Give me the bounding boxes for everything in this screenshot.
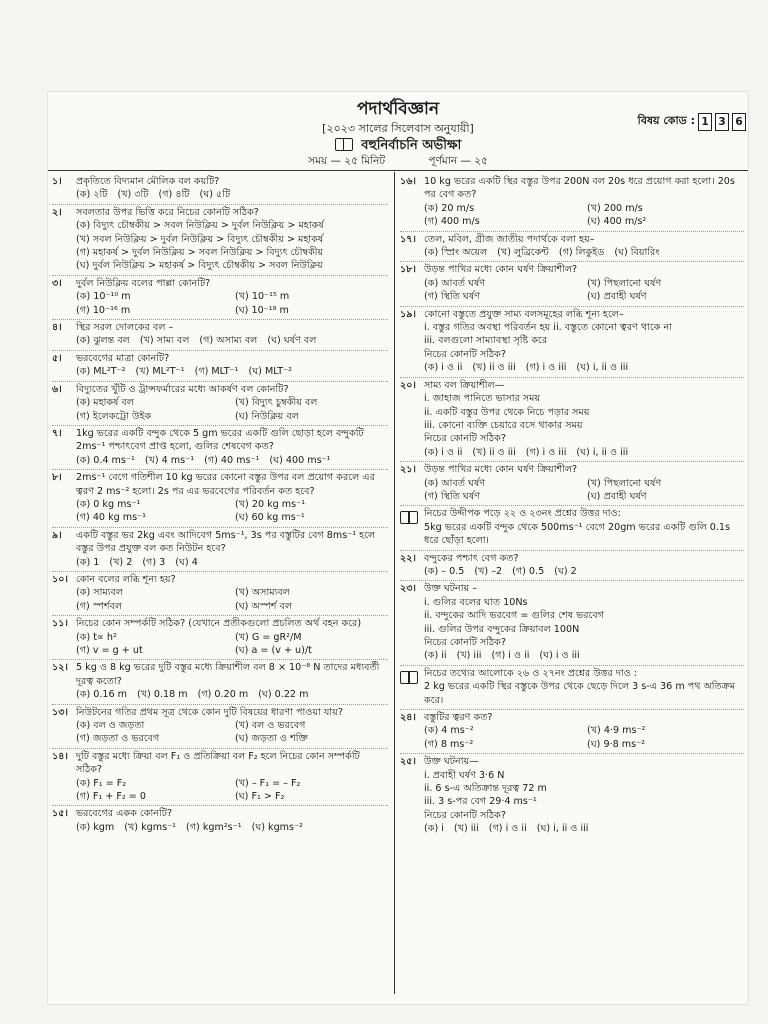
option: (ঘ) বিয়ারিং bbox=[614, 247, 660, 259]
question-number: ৯। bbox=[52, 529, 62, 541]
options bbox=[424, 822, 744, 835]
left-column bbox=[52, 174, 388, 996]
time-and-marks bbox=[48, 154, 748, 171]
question bbox=[52, 749, 388, 807]
option: (গ) 0.20 m bbox=[197, 689, 249, 701]
question-body bbox=[424, 379, 744, 459]
question-number: ৭। bbox=[52, 427, 62, 439]
option: (ক) 0.4 ms⁻¹ bbox=[76, 454, 135, 466]
question-prompt: নিচের কোনটি সঠিক? bbox=[424, 433, 506, 445]
options bbox=[76, 454, 388, 467]
question bbox=[400, 710, 744, 754]
option: (ক) ML²T⁻² bbox=[76, 366, 126, 378]
question bbox=[400, 174, 744, 232]
question-text: কোন বলের লব্ধি শূন্য হয়? bbox=[76, 573, 176, 585]
book-icon bbox=[400, 671, 418, 684]
question-number: ২৩। bbox=[400, 583, 416, 595]
question bbox=[52, 351, 388, 382]
option: (গ) MLT⁻¹ bbox=[194, 366, 239, 378]
question bbox=[52, 320, 388, 351]
option: (ক) 10⁻¹⁰ m bbox=[76, 291, 131, 303]
option: (ঘ) F₁ > F₂ bbox=[235, 791, 285, 803]
option: (খ) –2 bbox=[474, 565, 503, 577]
options bbox=[424, 246, 744, 259]
question-number: ২৫। bbox=[400, 756, 416, 768]
options bbox=[76, 586, 388, 613]
option: (খ) অসাম্যবল bbox=[235, 587, 290, 599]
options bbox=[76, 631, 388, 658]
statement: ii. 6 s-এ অতিক্রান্ত দূরত্ব 72 m bbox=[424, 783, 547, 795]
option: (গ) স্থিতি ঘর্ষণ bbox=[424, 490, 480, 502]
question-body bbox=[424, 552, 744, 579]
option: (খ) kgms⁻¹ bbox=[124, 821, 176, 833]
passage-text: 5kg ভরের একটি বন্দুক থেকে 500ms⁻¹ বেগে 20gm ভরের একটি গুলি 0.1s ধরে ছোঁড়া হলো। bbox=[424, 521, 731, 547]
statement: iii. বলগুলো সাম্যাবস্থা সৃষ্টি করে bbox=[424, 335, 548, 347]
option: (ক) kgm bbox=[76, 821, 115, 833]
option: (গ) F₁ + F₂ = 0 bbox=[76, 791, 146, 803]
options bbox=[76, 821, 388, 834]
question-body bbox=[424, 308, 744, 375]
question-text: স্থির সরল দোলকের বল – bbox=[76, 322, 174, 334]
statement: iii. গুলির উপর বন্দুকের ক্রিয়াবল 100N bbox=[424, 623, 580, 635]
question-body bbox=[424, 263, 744, 303]
question-text: 5 kg ও 8 kg ভরের দুটি বস্তুর মধ্যে ক্রিয়াশীল বল 8 × 10⁻⁸ N তাদের মধ্যবর্তী দূরত্ব কতো? bbox=[76, 662, 380, 687]
question-text: ভরবেগের মাত্রা কোনটি? bbox=[76, 352, 170, 364]
statement: iii. কোনো ব্যক্তি চেয়ারে বসে থাকার সময় bbox=[424, 419, 583, 431]
options bbox=[424, 649, 744, 662]
option: (গ) 3 bbox=[142, 556, 166, 568]
option: (গ) kgm²s⁻¹ bbox=[186, 821, 242, 833]
question-body bbox=[76, 175, 388, 202]
option: (খ) ML²T⁻¹ bbox=[135, 366, 185, 378]
option: (ক) ২টি bbox=[76, 189, 108, 201]
question-text: একটি বস্তুর ভর 2kg এবং আদিবেগ 5ms⁻¹, 3s পর বস্তুটির বেগ 8ms⁻¹ হলে বস্তুর উপর প্রযুক্ত বল কত নিউটন হবে? bbox=[76, 529, 376, 555]
option: (খ) 0.18 m bbox=[137, 689, 188, 701]
time-label: সময় — ২৫ মিনিট bbox=[308, 155, 386, 167]
options bbox=[76, 219, 388, 273]
option: (ক) বিদ্যুৎ চৌম্বকীয় > সবল নিউক্লিয় > দুর্বল নিউক্লিয় > মহাকর্ষ bbox=[76, 220, 324, 232]
option: (ক) 0 kg ms⁻¹ bbox=[76, 498, 141, 510]
option: (খ) 4 ms⁻¹ bbox=[144, 454, 195, 466]
option: (ঘ) i, ii ও iii bbox=[536, 823, 589, 835]
question-number: ১৮। bbox=[400, 264, 416, 276]
passage-block bbox=[400, 666, 744, 710]
question-number: ২। bbox=[52, 206, 62, 218]
option: (গ) জড়তা ও ভরবেগ bbox=[76, 733, 160, 745]
option: (গ) স্পর্শবল bbox=[76, 600, 122, 612]
exam-type-label: বহুনির্বাচনি অভীক্ষা bbox=[361, 138, 462, 153]
question-body bbox=[424, 175, 744, 229]
option: (গ) i ও iii bbox=[525, 362, 567, 374]
option: (খ) ৩টি bbox=[117, 189, 149, 201]
question-body bbox=[424, 711, 744, 751]
options bbox=[76, 719, 388, 746]
question-text: দুটি বস্তুর মধ্যে ক্রিয়া বল F₁ ও প্রতিক্রিয়া বল F₂ হলে নিচের কোন সম্পর্কটি সঠিক? bbox=[76, 750, 360, 776]
question-body bbox=[76, 206, 388, 273]
question-body bbox=[76, 352, 388, 379]
option: (ক) বল ও জড়তা bbox=[76, 720, 145, 732]
option: (ক) i ও ii bbox=[424, 446, 463, 458]
question-prompt: নিচের কোনটি সঠিক? bbox=[424, 637, 506, 648]
options bbox=[424, 477, 744, 504]
question-body bbox=[76, 383, 388, 423]
option: (ঘ) 60 kg ms⁻¹ bbox=[235, 512, 305, 524]
option: (গ) লিকুইড bbox=[558, 247, 605, 259]
option: (ক) t∝ h² bbox=[76, 631, 117, 643]
question-body bbox=[424, 582, 744, 662]
question-number: ২৪। bbox=[400, 712, 416, 724]
question-body bbox=[76, 321, 388, 348]
option: (ঘ) i, ii ও iii bbox=[576, 362, 629, 374]
statement: ii. একটি বস্তুর উপর থেকে নিচে পড়ার সময় bbox=[424, 406, 590, 418]
question-body bbox=[76, 617, 388, 657]
option: (গ) ইলেকট্রো উইক bbox=[76, 410, 152, 422]
question-number: ১০। bbox=[52, 573, 68, 585]
question-text: বস্তুটির ত্বরণ কত? bbox=[424, 712, 493, 724]
question-number: ১৩। bbox=[52, 706, 68, 718]
question bbox=[52, 806, 388, 836]
question bbox=[400, 378, 744, 462]
option: (খ) ii ও iii bbox=[472, 362, 516, 374]
question-number: ৫। bbox=[52, 352, 62, 364]
option: (ক) স্প্রিং অয়েল bbox=[424, 247, 488, 259]
option: (গ) i ও ii bbox=[488, 823, 527, 835]
question bbox=[52, 382, 388, 426]
passage-instruction: নিচের উদ্দীপক পড়ে ২২ ও ২৩নং প্রশ্নের উত্তর দাও: bbox=[424, 508, 621, 520]
statement: ii. বন্দুকের আদি ভরবেগ = গুলির শেষ ভরবেগ bbox=[424, 610, 604, 622]
option: (ঘ) kgms⁻² bbox=[251, 821, 303, 833]
options bbox=[76, 777, 388, 804]
question-text: উড়ন্ত পাখির মধ্যে কোন ঘর্ষণ ক্রিয়াশীল? bbox=[424, 464, 578, 476]
question-text: 10 kg ভরের একটি স্থির বস্তুর উপর 200N বল 20s ধরে প্রয়োগ করা হলো। 20s পর বেগ কত? bbox=[424, 176, 735, 201]
question bbox=[52, 470, 388, 528]
options bbox=[76, 290, 388, 317]
column-divider bbox=[394, 172, 395, 994]
options bbox=[424, 361, 744, 374]
option: (খ) iii bbox=[456, 650, 482, 662]
question-body bbox=[424, 667, 744, 707]
question bbox=[400, 551, 744, 582]
question bbox=[400, 754, 744, 837]
option: (খ) সাম্য বল bbox=[139, 335, 190, 347]
question-number: ৬। bbox=[52, 383, 62, 395]
question bbox=[52, 174, 388, 205]
question-text: বন্দুকের পশ্চাৎ বেগ কত? bbox=[424, 552, 519, 564]
option: (ঘ) 0.22 m bbox=[258, 689, 309, 701]
options bbox=[424, 277, 744, 304]
question-body bbox=[424, 755, 744, 835]
option: (ঘ) i, ii ও iii bbox=[576, 446, 629, 458]
exam-header bbox=[48, 96, 748, 168]
question-number: ২২। bbox=[400, 552, 416, 564]
options bbox=[76, 396, 388, 423]
option: (খ) 10⁻¹⁵ m bbox=[235, 291, 290, 303]
question bbox=[400, 307, 744, 378]
question bbox=[52, 705, 388, 749]
option: (খ) iii bbox=[453, 823, 479, 835]
code-digit: 3 bbox=[715, 113, 729, 131]
question-body bbox=[424, 463, 744, 503]
option: (ঘ) 2 bbox=[554, 565, 577, 577]
option: (খ) সবল নিউক্লিয় > দুর্বল নিউক্লিয় > বিদ্যুৎ চৌম্বকীয় > মহাকর্ষ bbox=[76, 233, 324, 245]
question-body bbox=[424, 507, 744, 547]
question-text: সাম্য বল ক্রিয়াশীল— bbox=[424, 379, 505, 391]
option: (ঘ) ৫টি bbox=[199, 189, 231, 201]
statement: iii. 3 s-পর বেগ 29·4 ms⁻¹ bbox=[424, 796, 537, 808]
options bbox=[76, 365, 388, 378]
question bbox=[400, 462, 744, 506]
statement: i. জাহাজ পানিতে ভাসার সময় bbox=[424, 393, 541, 405]
option: (ঘ) 400 ms⁻¹ bbox=[269, 454, 331, 466]
code-digit: 1 bbox=[698, 113, 712, 131]
question-body bbox=[76, 277, 388, 317]
question-body bbox=[76, 706, 388, 746]
statement: i. প্রবাহী ঘর্ষণ 3·6 N bbox=[424, 769, 505, 781]
option: (গ) v = g + ut bbox=[76, 645, 143, 656]
question-body bbox=[76, 661, 388, 701]
question-text: কোনো বস্তুতে প্রযুক্ত সাম্য বলসমূহের লব্ধি শূন্য হলে– bbox=[424, 308, 624, 320]
subject-title: পদার্থবিজ্ঞান bbox=[356, 99, 440, 119]
option: (খ) পিছলানো ঘর্ষণ bbox=[587, 277, 662, 289]
question-prompt: নিচের কোনটি সঠিক? bbox=[424, 809, 506, 821]
option: (ঘ) i ও iii bbox=[539, 650, 580, 662]
question-body bbox=[76, 573, 388, 613]
option: (ঘ) 10⁻¹⁸ m bbox=[235, 304, 289, 316]
question-number: ১৭। bbox=[400, 233, 416, 245]
option: (ঘ) নিউক্লিয় বল bbox=[235, 410, 299, 422]
option: (ক) F₁ = F₂ bbox=[76, 777, 127, 789]
question bbox=[52, 572, 388, 616]
question-text: উক্ত ঘটনায় – bbox=[424, 583, 478, 595]
question-number: ১৯। bbox=[400, 308, 416, 320]
option: (ঘ) MLT⁻² bbox=[248, 366, 293, 378]
question-number: ২১। bbox=[400, 464, 416, 476]
option: (খ) 200 m/s bbox=[587, 202, 643, 214]
option: (ক) ii bbox=[424, 650, 447, 662]
option: (গ) ৪টি bbox=[158, 189, 190, 201]
option: (ক) 20 m/s bbox=[424, 202, 475, 214]
passage-block bbox=[400, 506, 744, 550]
question bbox=[52, 205, 388, 276]
subject-code bbox=[638, 112, 746, 131]
question-body bbox=[76, 750, 388, 804]
option: (খ) G = gR²/M bbox=[235, 631, 302, 643]
question bbox=[400, 232, 744, 263]
statement: i. গুলির বলের ঘাত 10Ns bbox=[424, 596, 528, 608]
question-prompt: নিচের কোনটি সঠিক? bbox=[424, 348, 506, 360]
question-body bbox=[76, 529, 388, 569]
option: (ঘ) প্রবাহী ঘর্ষণ bbox=[587, 490, 647, 502]
option: (ক) – 0.5 bbox=[424, 565, 465, 577]
options bbox=[76, 334, 388, 347]
question-number: ৩। bbox=[52, 277, 62, 289]
question-text: নিউটনের গতির প্রথম সূত্র থেকে কোন দুটি বিষয়ের ধারণা পাওয়া যায়? bbox=[76, 706, 343, 718]
subject-code-label: বিষয় কোড : bbox=[637, 114, 695, 127]
question bbox=[52, 660, 388, 704]
option: (ক) i ও ii bbox=[424, 362, 463, 374]
option: (ঘ) অস্পর্শ বল bbox=[235, 600, 292, 612]
option: (গ) i ও ii bbox=[491, 650, 530, 662]
question bbox=[52, 528, 388, 572]
option: (খ) – F₁ = – F₂ bbox=[235, 777, 301, 789]
question-text: 2ms⁻¹ বেগে গতিশীল 10 kg ভরের কোনো বস্তুর উপর বল প্রয়োগ করলে এর ত্বরণ 2 ms⁻² হলো। 2s পর এর ভরবেগের পরিবর্তন কত হবে? bbox=[76, 472, 375, 497]
option: (গ) 40 ms⁻¹ bbox=[204, 454, 260, 466]
option: (ক) আবর্ত ঘর্ষণ bbox=[424, 477, 486, 489]
question-text: সবলতার উপর ভিত্তি করে নিচের কোনটি সঠিক? bbox=[76, 206, 259, 218]
option: (খ) 2 bbox=[109, 556, 133, 568]
options bbox=[424, 565, 744, 578]
question-body bbox=[424, 233, 744, 260]
question bbox=[52, 616, 388, 660]
option: (গ) স্থিতি ঘর্ষণ bbox=[424, 291, 480, 303]
question-text: 1kg ভরের একটি বন্দুক থেকে 5 gm ভরের একটি গুলি ছোড়া হলে বন্দুকটি 2ms⁻¹ পশ্চাৎবেগ প্রাপ্ত হলো, গুলির শেষবেগ কত? bbox=[76, 427, 364, 453]
question-number: ১৪। bbox=[52, 750, 68, 762]
option: (গ) অসাম্য বল bbox=[199, 335, 258, 347]
options bbox=[76, 188, 388, 201]
option: (ঘ) 4 bbox=[175, 556, 198, 568]
question-number: ২০। bbox=[400, 379, 416, 391]
question-body bbox=[76, 427, 388, 467]
question-number: ১। bbox=[52, 176, 62, 187]
options bbox=[424, 724, 744, 751]
option: (ঘ) জড়তা ও শক্তি bbox=[235, 733, 308, 745]
options bbox=[424, 446, 744, 459]
question-text: ভরবেগের একক কোনটি? bbox=[76, 808, 173, 820]
option: (ক) আবর্ত ঘর্ষণ bbox=[424, 277, 486, 289]
options bbox=[76, 688, 388, 701]
full-marks-label: পূর্ণমান — ২৫ bbox=[428, 155, 488, 167]
option: (ক) 4 ms⁻² bbox=[424, 725, 474, 737]
header-divider bbox=[48, 170, 748, 171]
passage-marker bbox=[400, 507, 424, 547]
option: (ক) সাম্যবল bbox=[76, 587, 123, 599]
option: (ক) 0.16 m bbox=[76, 689, 128, 701]
option: (ঘ) a = (v + u)/t bbox=[235, 645, 312, 656]
option: (গ) 400 m/s bbox=[424, 216, 480, 228]
passage-marker bbox=[400, 667, 424, 707]
question-text: বিদ্যুতের খুঁটি ও ট্রান্সফর্মারের মধ্যে আকর্ষণ বল কোনটি? bbox=[76, 383, 289, 395]
statement: i. বস্তুর গতির অবস্থা পরিবর্তন হয় ii. বস্তুতে কোনো ত্বরণ থাকে না bbox=[424, 322, 672, 334]
option: (খ) ii ও iii bbox=[472, 446, 516, 458]
question-text: তেল, মবিল, গ্রীজ জাতীয় পদার্থকে বলা হয়– bbox=[424, 233, 595, 245]
option: (খ) লুব্রিকেন্ট bbox=[497, 247, 549, 259]
question-number: ১৫। bbox=[52, 808, 68, 820]
question-number: ১৬। bbox=[400, 176, 416, 187]
question-text: উড়ন্ত পাখির মধ্যে কোন ঘর্ষণ ক্রিয়াশীল? bbox=[424, 264, 578, 276]
question-text: উক্ত ঘটনায়— bbox=[424, 756, 479, 768]
option: (ঘ) 9·8 ms⁻² bbox=[587, 738, 646, 750]
question-number: ৪। bbox=[52, 322, 62, 334]
options bbox=[76, 556, 388, 569]
option: (খ) 20 kg ms⁻¹ bbox=[235, 498, 306, 510]
question bbox=[52, 426, 388, 470]
option: (ক) i bbox=[424, 823, 444, 835]
option: (খ) 4·9 ms⁻² bbox=[587, 725, 646, 737]
question-text: নিচের কোন সম্পর্কটি সঠিক? (যেখানে প্রতীকগুলো প্রচলিত অর্থ বহন করে) bbox=[76, 618, 362, 630]
question-number: ১১। bbox=[52, 618, 68, 630]
question bbox=[52, 276, 388, 320]
option: (ক) মহাকর্ষ বল bbox=[76, 397, 134, 409]
question-text: প্রকৃতিতে বিদ্যমান মৌলিক বল কয়টি? bbox=[76, 176, 220, 187]
book-icon bbox=[400, 511, 418, 524]
question bbox=[400, 581, 744, 665]
question-text: দুর্বল নিউক্লিয় বলের পাল্লা কোনটি? bbox=[76, 277, 211, 289]
option: (গ) i ও iii bbox=[525, 446, 567, 458]
option: (গ) 8 ms⁻² bbox=[424, 738, 474, 750]
option: (ক) ঝুলন্ত বল bbox=[76, 335, 130, 347]
option: (গ) 0.5 bbox=[512, 565, 545, 577]
option: (ঘ) প্রবাহী ঘর্ষণ bbox=[587, 291, 647, 303]
right-column bbox=[400, 174, 744, 996]
syllabus-note: [২০২৩ সালের সিলেবাস অনুযায়ী] bbox=[322, 122, 474, 135]
book-icon bbox=[335, 138, 353, 151]
question-body bbox=[76, 807, 388, 834]
option: (ঘ) ঘর্ষণ বল bbox=[267, 335, 317, 347]
option: (ক) 1 bbox=[76, 556, 100, 568]
code-digit: 6 bbox=[732, 113, 746, 131]
option: (ঘ) দুর্বল নিউক্লিয় > মহাকর্ষ > বিদ্যুৎ চৌম্বকীয় > সবল নিউক্লিয় bbox=[76, 260, 323, 272]
option: (গ) 40 kg ms⁻¹ bbox=[76, 512, 147, 524]
option: (ঘ) 400 m/s² bbox=[587, 216, 647, 228]
question-body bbox=[76, 471, 388, 525]
option: (খ) বল ও ভরবেগ bbox=[235, 720, 306, 732]
exam-sheet bbox=[48, 92, 748, 1004]
options bbox=[424, 202, 744, 229]
options bbox=[76, 498, 388, 525]
question-number: ১২। bbox=[52, 662, 68, 674]
question-number: ৮। bbox=[52, 472, 62, 484]
option: (খ) বিদ্যুৎ চুম্বকীয় বল bbox=[235, 397, 318, 409]
passage-instruction: নিচের তথ্যের আলোকে ২৬ ও ২৭নং প্রশ্নের উত্তর দাও : bbox=[424, 667, 638, 679]
passage-text: 2 kg ভরের একটি স্থির বস্তুকে উপর থেকে ছেড়ে দিলে 3 s-এ 36 m পথ অতিক্রম করে। bbox=[424, 681, 736, 706]
option: (খ) পিছলানো ঘর্ষণ bbox=[587, 477, 662, 489]
option: (গ) মহাকর্ষ > দুর্বল নিউক্লিয় > সবল নিউক্লিয় > বিদ্যুৎ চৌম্বকীয় bbox=[76, 247, 324, 259]
question bbox=[400, 262, 744, 306]
option: (গ) 10⁻¹⁶ m bbox=[76, 304, 131, 316]
